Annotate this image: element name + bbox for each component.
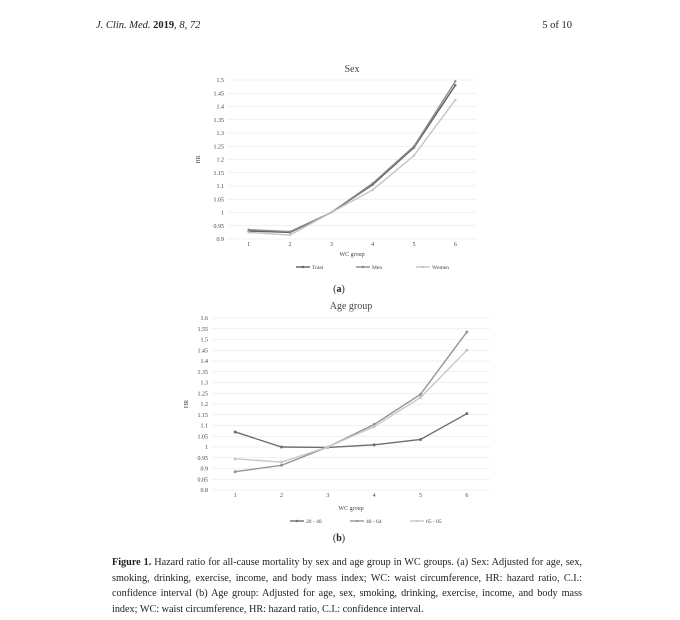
data-point	[454, 84, 456, 86]
data-point	[371, 189, 373, 191]
y-tick-label: 0.95	[213, 223, 224, 230]
x-tick-label: 1	[247, 242, 251, 248]
data-point	[465, 349, 468, 352]
y-tick-label: 1	[205, 445, 208, 451]
data-point	[289, 230, 291, 232]
data-point	[247, 231, 249, 233]
y-tick-label: 1.4	[216, 104, 224, 111]
journal-volume: 8, 72	[179, 20, 201, 31]
y-tick-label: 1.35	[213, 117, 224, 124]
data-point	[373, 443, 376, 446]
data-point	[330, 211, 332, 213]
data-point	[326, 446, 329, 449]
x-tick-label: 2	[280, 493, 283, 499]
y-tick-label: 1.45	[197, 348, 208, 355]
legend-marker	[362, 266, 364, 268]
legend-entry: Total	[312, 265, 324, 271]
y-axis-label: HR	[196, 155, 202, 164]
x-tick-label: 1	[233, 493, 237, 499]
legend-marker	[302, 266, 304, 268]
journal-name: J. Clin. Med.	[96, 20, 151, 31]
caption-lead: Figure 1.	[112, 557, 152, 568]
x-tick-label: 4	[371, 242, 375, 248]
x-tick-label: 3	[326, 493, 330, 499]
series-line	[249, 100, 456, 235]
y-tick-label: 1.15	[197, 412, 208, 419]
series-line	[249, 81, 456, 231]
legend-entry: 65 - 85	[426, 519, 442, 525]
y-tick-label: 1.3	[200, 380, 208, 387]
chart-age-group	[0, 296, 680, 532]
data-point	[280, 461, 283, 464]
series-line	[235, 350, 467, 462]
figure-caption	[112, 555, 582, 617]
y-tick-label: 0.8	[200, 488, 208, 494]
data-point	[371, 182, 373, 184]
x-tick-label: 5	[419, 493, 422, 499]
data-point	[280, 464, 283, 467]
y-tick-label: 1.1	[216, 184, 224, 190]
series-line	[249, 85, 456, 232]
data-point	[234, 470, 237, 473]
y-tick-label: 0.9	[216, 237, 224, 243]
x-tick-label: 3	[329, 242, 333, 248]
legend-entry: 20 - 40	[306, 519, 322, 525]
y-tick-label: 1.5	[200, 337, 208, 344]
y-tick-label: 1.25	[213, 144, 224, 151]
chart-sex	[0, 60, 680, 280]
x-axis-label: WC group	[339, 252, 365, 258]
y-tick-label: 1.35	[197, 369, 208, 376]
y-tick-label: 1.5	[216, 78, 224, 84]
data-point	[419, 396, 422, 399]
y-tick-label: 1.25	[197, 391, 208, 398]
y-tick-label: 1	[221, 210, 224, 217]
panel-letter: b	[336, 533, 342, 544]
y-tick-label: 1.6	[200, 316, 208, 322]
y-tick-label: 1.4	[200, 359, 208, 365]
chart-title: Sex	[344, 64, 360, 75]
panel-label-a: (a)	[333, 284, 345, 295]
journal-year: 2019	[153, 20, 175, 31]
data-point	[289, 234, 291, 236]
legend-entry: Men	[372, 265, 383, 271]
caption-text: Hazard ratio for all-cause mortality by sex and age group in WC groups. (a) Sex: Adjusted for age, sex, smoking, drinking, exercise, income, and body mass index; WC: waist circumference, HR: hazard ratio, C.I.: confidence interval (b) Age group: Adjusted for age, sex, smoking, drinking, exercise, income, and body mass index; WC: waist circumference, HR: hazard ratio, C.I.: confidence interval.	[112, 557, 582, 615]
journal-header: J. Clin. Med. 2019, 8, 72	[96, 20, 201, 31]
y-tick-label: 0.85	[197, 477, 208, 484]
x-tick-label: 5	[412, 242, 416, 248]
data-point	[373, 425, 376, 428]
legend-entry: 40 - 64	[366, 519, 382, 525]
y-tick-label: 1.2	[200, 402, 208, 408]
y-axis-label: HR	[184, 399, 190, 409]
legend-marker	[356, 520, 358, 522]
series-line	[235, 332, 467, 472]
y-tick-label: 1.15	[213, 170, 224, 177]
series-line	[235, 414, 467, 448]
data-point	[454, 99, 456, 101]
y-tick-label: 0.9	[200, 466, 208, 473]
data-point	[413, 154, 415, 156]
y-tick-label: 1.05	[197, 434, 208, 441]
y-tick-label: 1.1	[200, 423, 208, 430]
legend-marker	[296, 520, 298, 522]
data-point	[454, 80, 456, 82]
y-tick-label: 1.3	[216, 131, 224, 137]
x-tick-label: 2	[288, 242, 292, 248]
x-tick-label: 4	[372, 493, 376, 499]
legend-entry: Women	[432, 265, 449, 271]
x-tick-label: 6	[465, 493, 469, 499]
data-point	[413, 145, 415, 147]
data-point	[247, 229, 249, 231]
y-tick-label: 1.2	[216, 157, 224, 164]
chart-title: Age group	[329, 301, 373, 312]
x-axis-label: WC group	[338, 506, 364, 512]
panel-label-b: (b)	[332, 533, 346, 544]
page-number: 5 of 10	[542, 20, 572, 31]
y-tick-label: 1.45	[213, 91, 224, 98]
legend-marker	[422, 266, 424, 268]
data-point	[419, 438, 422, 441]
y-tick-label: 0.95	[197, 455, 208, 462]
data-point	[234, 457, 237, 460]
y-tick-label: 1.55	[197, 326, 208, 333]
panel-letter: a	[336, 284, 342, 295]
data-point	[234, 430, 237, 433]
data-point	[465, 330, 468, 333]
data-point	[419, 393, 422, 396]
legend-marker	[416, 520, 418, 522]
data-point	[465, 412, 468, 415]
data-point	[280, 446, 283, 449]
x-tick-label: 6	[453, 242, 457, 248]
y-tick-label: 1.05	[213, 197, 224, 204]
